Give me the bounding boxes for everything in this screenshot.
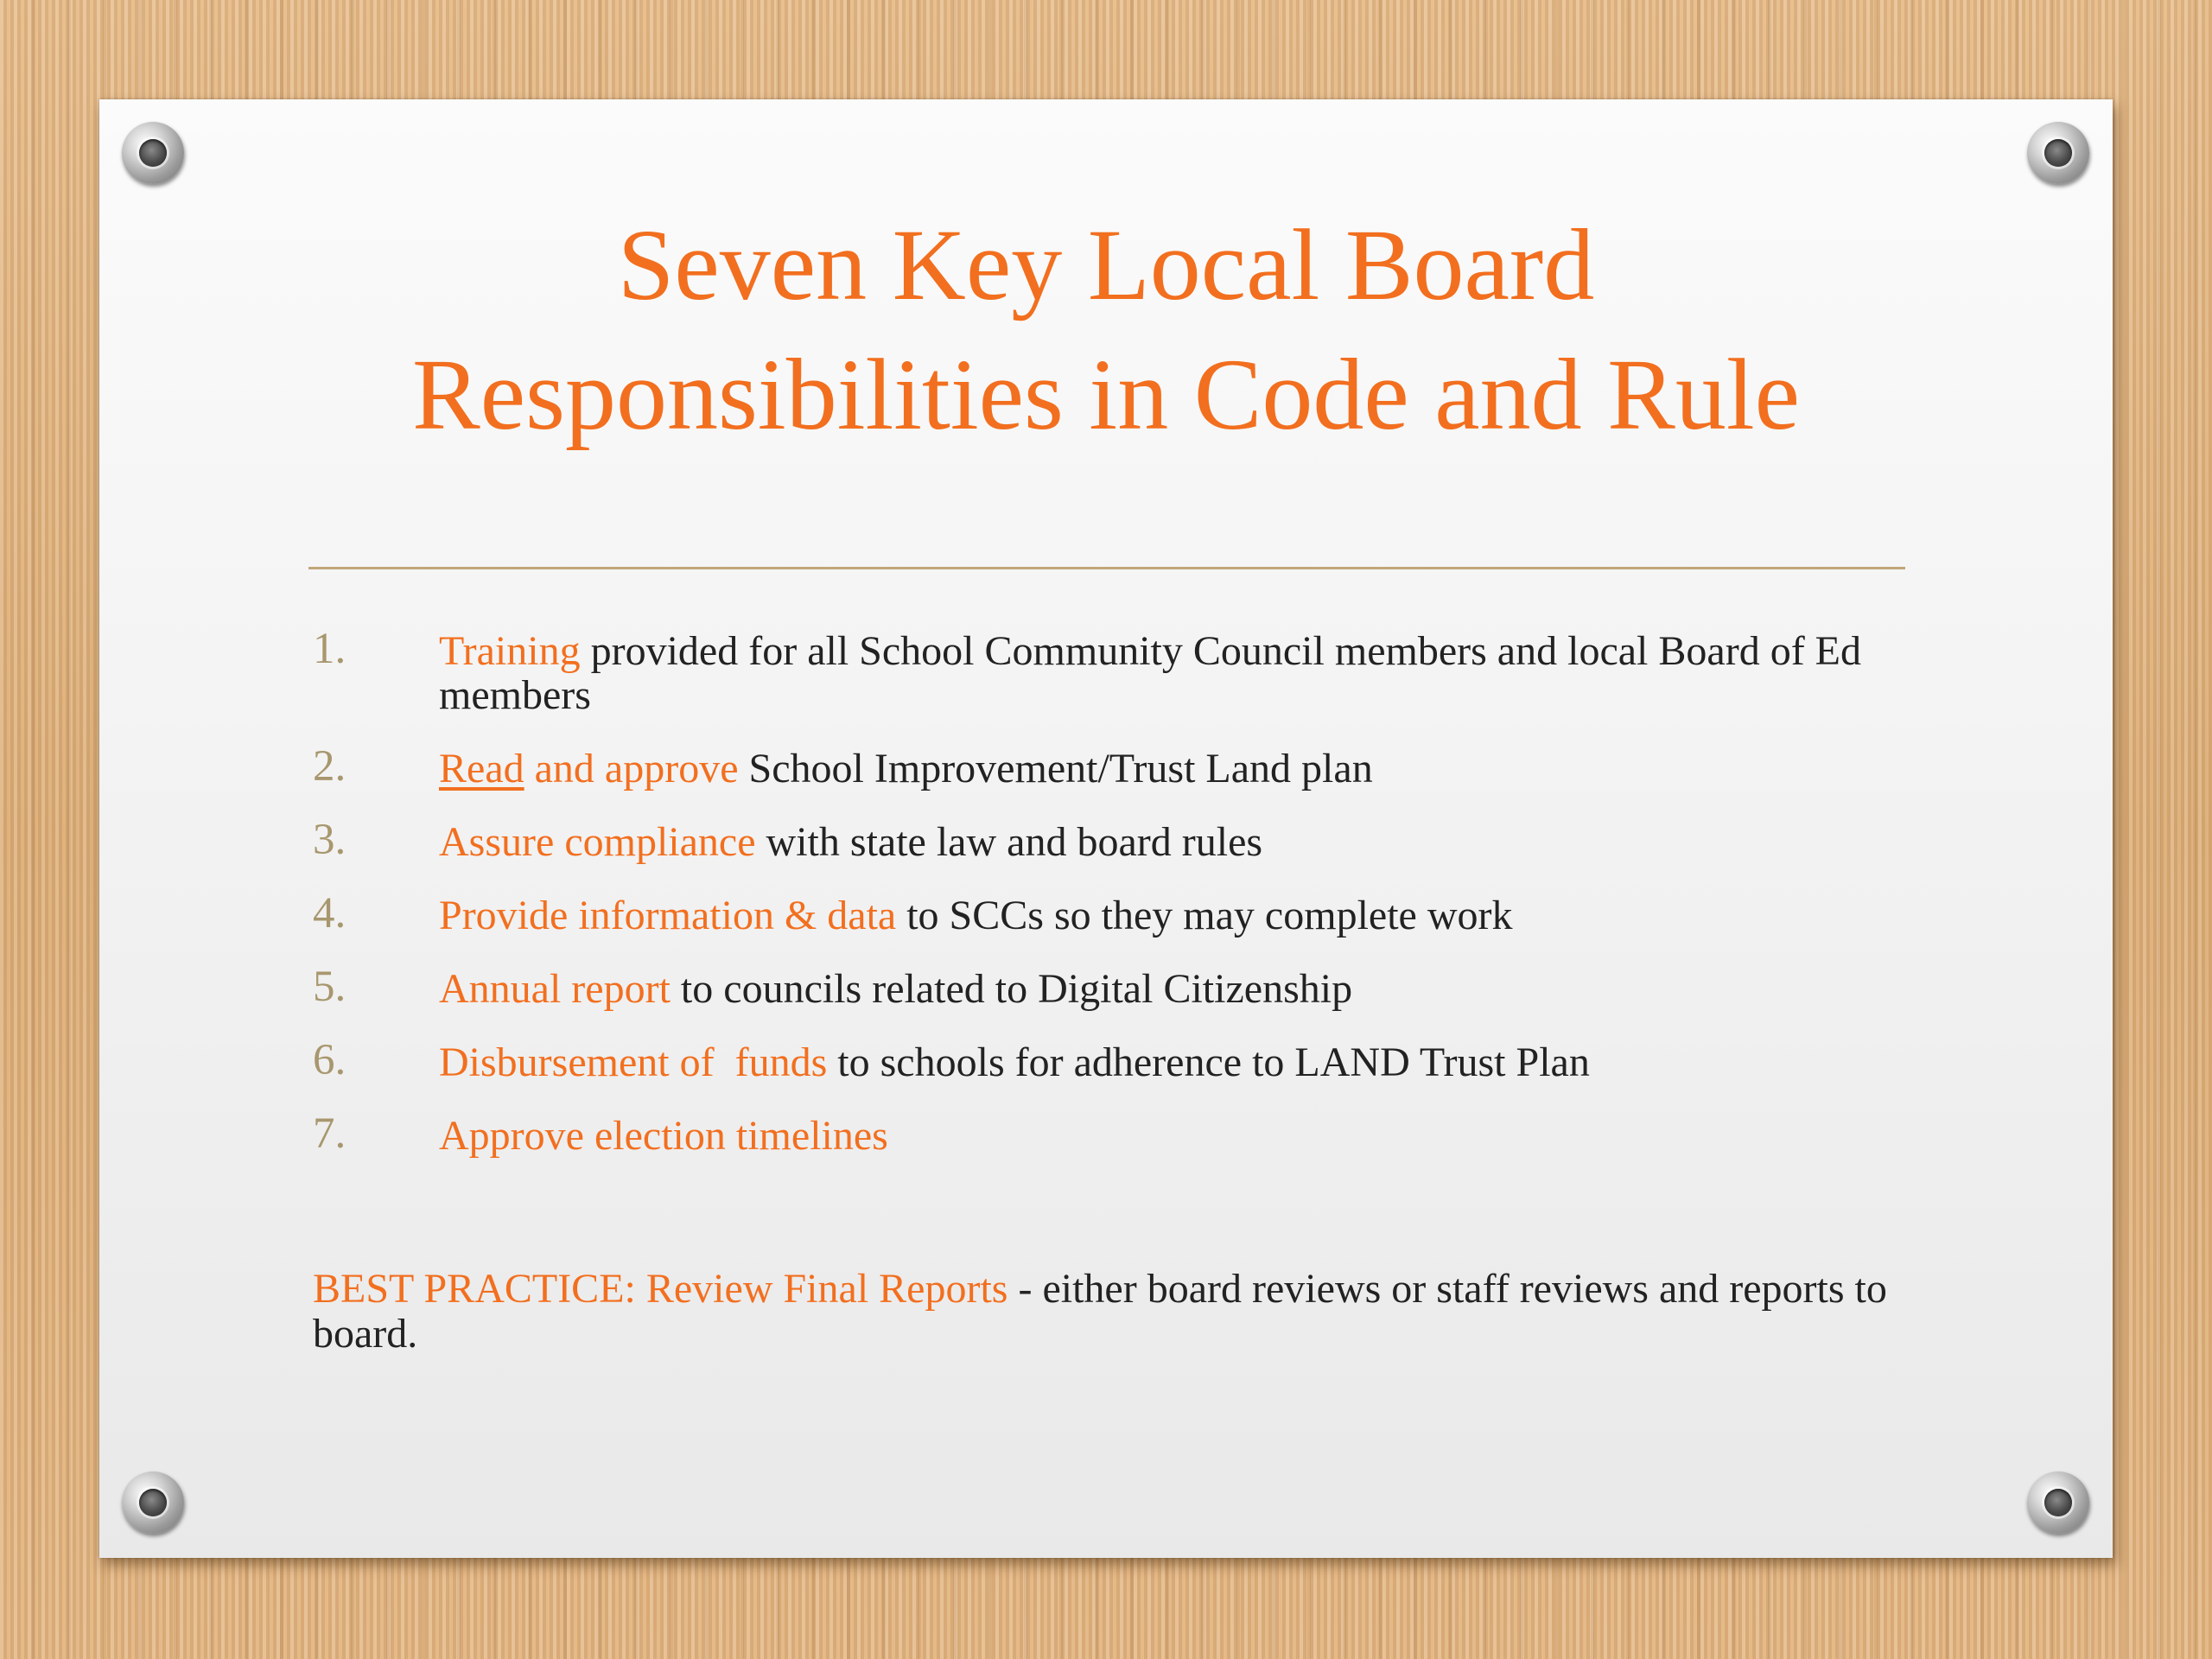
list-item [313, 816, 1911, 865]
slide-title-line-2: Responsibilities in Code and Rule [411, 338, 1801, 451]
slide-title-line-1: Seven Key Local Board [617, 208, 1595, 321]
screw-top-right-icon [2027, 122, 2089, 184]
responsibilities-list [313, 625, 1911, 1187]
list-item-highlight-underlined: Read [439, 746, 524, 791]
list-item-highlight: and approve [524, 746, 739, 791]
list-item-highlight: Approve election timelines [439, 1113, 888, 1159]
screw-bottom-left-icon [122, 1471, 184, 1534]
screw-top-left-icon [122, 122, 184, 184]
best-practice-text: - either board reviews or staff reviews and reports to board. [313, 1266, 1887, 1357]
list-item-text: to SCCs so they may complete work [896, 893, 1513, 938]
list-item-highlight: Training [439, 628, 581, 674]
list-item [313, 889, 1911, 938]
list-item-number: 4 . [313, 892, 346, 936]
list-item-number: 7 . [313, 1112, 346, 1156]
list-item-number: 3 . [313, 818, 346, 862]
list-item-highlight: Disbursement of funds [439, 1039, 828, 1085]
list-item-highlight: Provide information & data [439, 893, 897, 938]
list-item-text: with state law and board rules [755, 819, 1263, 865]
best-practice-label: BEST PRACTICE: Review Final Reports [313, 1266, 1008, 1312]
list-item-number: 6 . [313, 1039, 346, 1083]
list-item-text: provided for all School Community Council members and local Board of Ed members [439, 628, 1861, 718]
list-item [313, 625, 1911, 718]
title-divider [308, 567, 1905, 569]
screw-bottom-right-icon [2027, 1471, 2089, 1534]
slide-title [99, 200, 2113, 460]
list-item-highlight: Assure compliance [439, 819, 756, 865]
list-item [313, 963, 1911, 1012]
list-item [313, 1036, 1911, 1085]
list-item-number: 1 . [313, 627, 346, 671]
list-item-highlight: Annual report [439, 966, 671, 1012]
list-item-text: to councils related to Digital Citizenship [670, 966, 1353, 1012]
list-item-number: 5 . [313, 965, 346, 1009]
best-practice-note [313, 1267, 1937, 1357]
list-item-text: School Improvement/Trust Land plan [738, 746, 1373, 791]
list-item-text: to schools for adherence to LAND Trust Plan [827, 1039, 1590, 1085]
list-item [313, 1109, 1911, 1159]
list-item [313, 742, 1911, 791]
list-item-number: 2 . [313, 745, 346, 789]
